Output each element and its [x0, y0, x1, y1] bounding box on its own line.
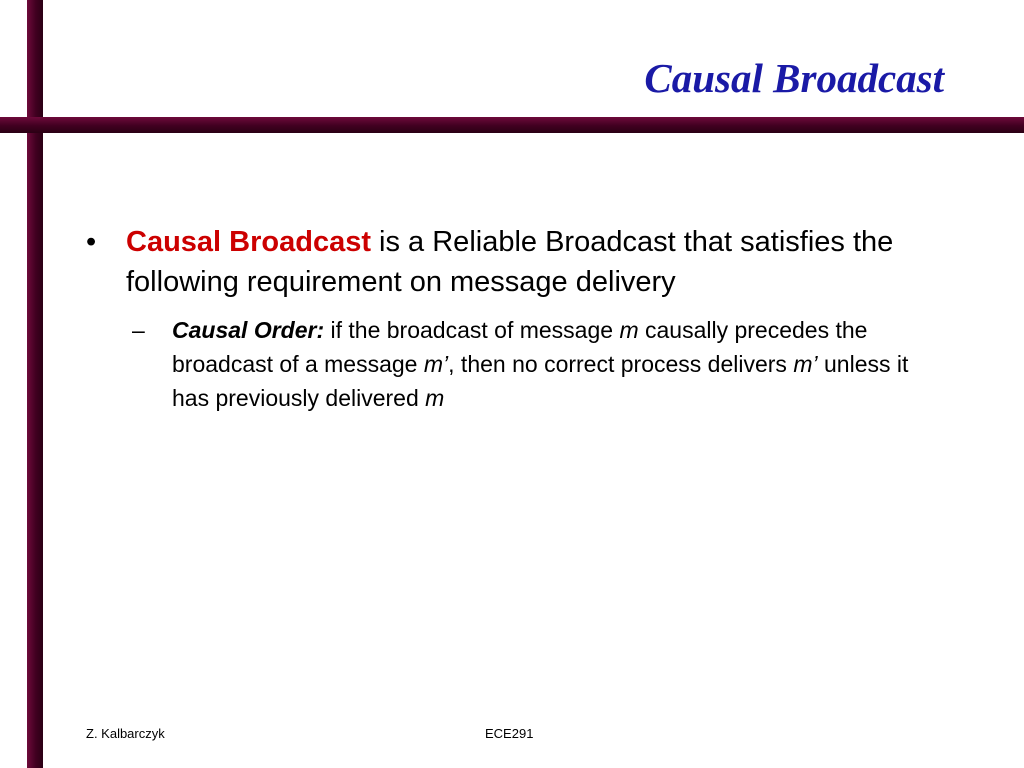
frame-horizontal-bar	[0, 117, 1024, 133]
sub-bullet-marker: –	[132, 317, 145, 343]
sub-text-3: , then no correct process delivers	[448, 351, 794, 377]
slide-title: Causal Broadcast	[644, 55, 944, 101]
sub-term: Causal Order:	[172, 317, 325, 343]
sub-text-4: unless it has previously delivered	[172, 351, 909, 411]
frame-vertical-bar	[27, 0, 43, 768]
var-m-prime-2: m’	[793, 351, 818, 377]
var-m-1: m	[619, 317, 639, 343]
bullet-item	[86, 222, 996, 302]
slide-body	[86, 222, 996, 415]
sub-text-2: causally precedes the broadcast of a message	[172, 317, 868, 377]
highlight-term: Causal Broadcast	[126, 226, 371, 258]
footer-author: Z. Kalbarczyk	[86, 726, 165, 741]
sub-bullet-item	[86, 313, 912, 415]
bullet-text: is a Reliable Broadcast that satisfies the following requirement on message delivery	[126, 226, 894, 298]
footer-course: ECE291	[485, 726, 534, 741]
sub-text-1: if the broadcast of message	[324, 317, 620, 343]
var-m-prime-1: m’	[423, 351, 449, 377]
bullet-marker: •	[86, 226, 97, 258]
var-m-2: m	[425, 385, 445, 411]
